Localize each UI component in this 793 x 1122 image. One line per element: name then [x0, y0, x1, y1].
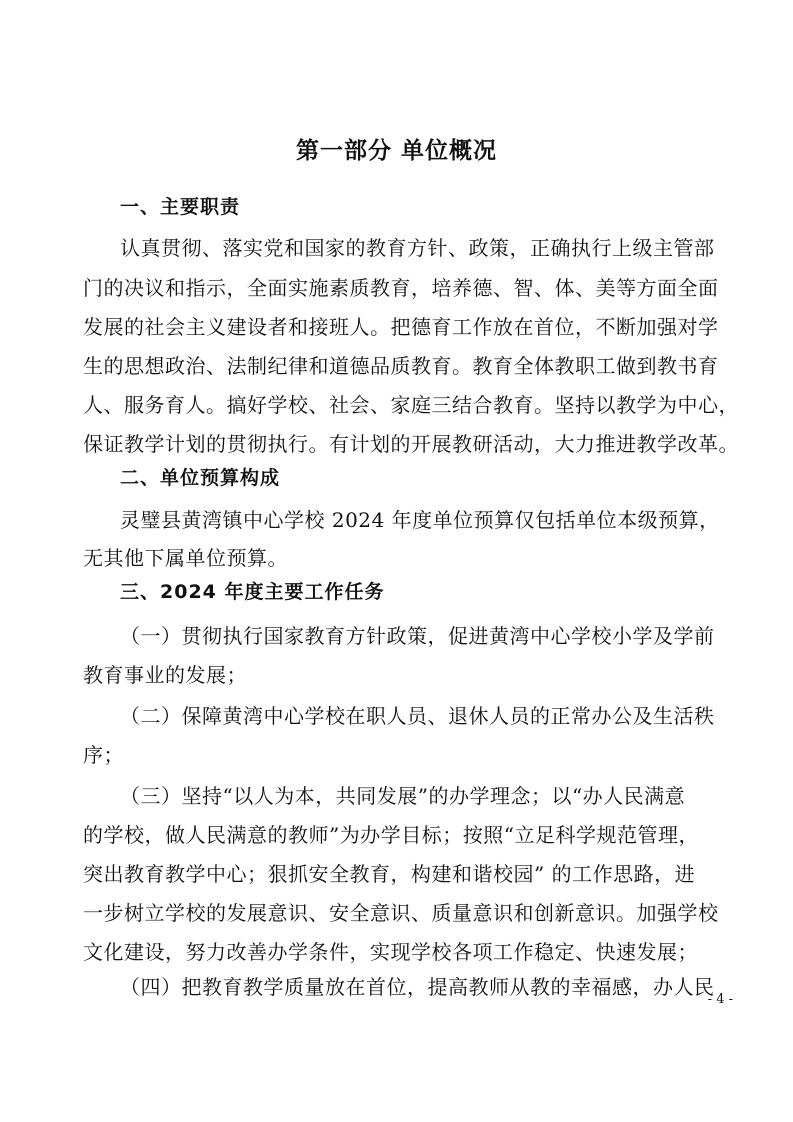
paragraph-line: 生的思想政治、法制纪律和道德品质教育。教育全体教职工做到教书育 — [83, 354, 719, 378]
task-item-4-line: （四）把教育教学质量放在首位，提高教师从教的幸福感，办人民 — [120, 975, 715, 999]
task-item-3-line: （三）坚持“以人为本，共同发展”的办学理念；以“办人民满意 — [120, 784, 686, 808]
page-title: 第一部分 单位概况 — [295, 138, 497, 164]
task-item-3-line: 的学校，做人民满意的教师”为办学目标；按照“立足科学规范管理， — [83, 823, 699, 847]
page-number: - 4 - — [707, 992, 733, 1007]
section-heading-tasks: 三、2024 年度主要工作任务 — [120, 581, 385, 603]
paragraph-line: 发展的社会主义建设者和接班人。把德育工作放在首位，不断加强对学 — [83, 315, 719, 339]
paragraph-line: 认真贯彻、落实党和国家的教育方针、政策，正确执行上级主管部 — [120, 236, 715, 260]
paragraph-line: 门的决议和指示，全面实施素质教育，培养德、智、体、美等方面全面 — [83, 276, 719, 300]
task-item-3-line: 一步树立学校的发展意识、安全意识、质量意识和创新意识。加强学校 — [83, 901, 719, 925]
paragraph-line: 人、服务育人。搞好学校、社会、家庭三结合教育。坚持以教学为中心， — [83, 393, 739, 417]
section-heading-duties: 一、主要职责 — [120, 196, 241, 218]
task-item-1-line: （一）贯彻执行国家教育方针政策，促进黄湾中心学校小学及学前 — [120, 624, 715, 648]
task-item-3-line: 突出教育教学中心；狠抓安全教育，构建和谐校园” 的工作思路，进 — [83, 862, 696, 886]
task-item-2-line: 序； — [83, 743, 124, 767]
paragraph-line: 保证教学计划的贯彻执行。有计划的开展教研活动，大力推进教学改革。 — [83, 432, 739, 456]
task-item-3-line: 文化建设，努力改善办学条件，实现学校各项工作稳定、快速发展； — [83, 940, 698, 964]
section-heading-budget: 二、单位预算构成 — [120, 467, 281, 489]
paragraph-line: 灵璧县黄湾镇中心学校 2024 年度单位预算仅包括单位本级预算， — [120, 508, 720, 532]
task-item-2-line: （二）保障黄湾中心学校在职人员、退休人员的正常办公及生活秩 — [120, 704, 715, 728]
paragraph-line: 无其他下属单位预算。 — [83, 546, 288, 570]
task-item-1-line: 教育事业的发展； — [83, 663, 247, 687]
